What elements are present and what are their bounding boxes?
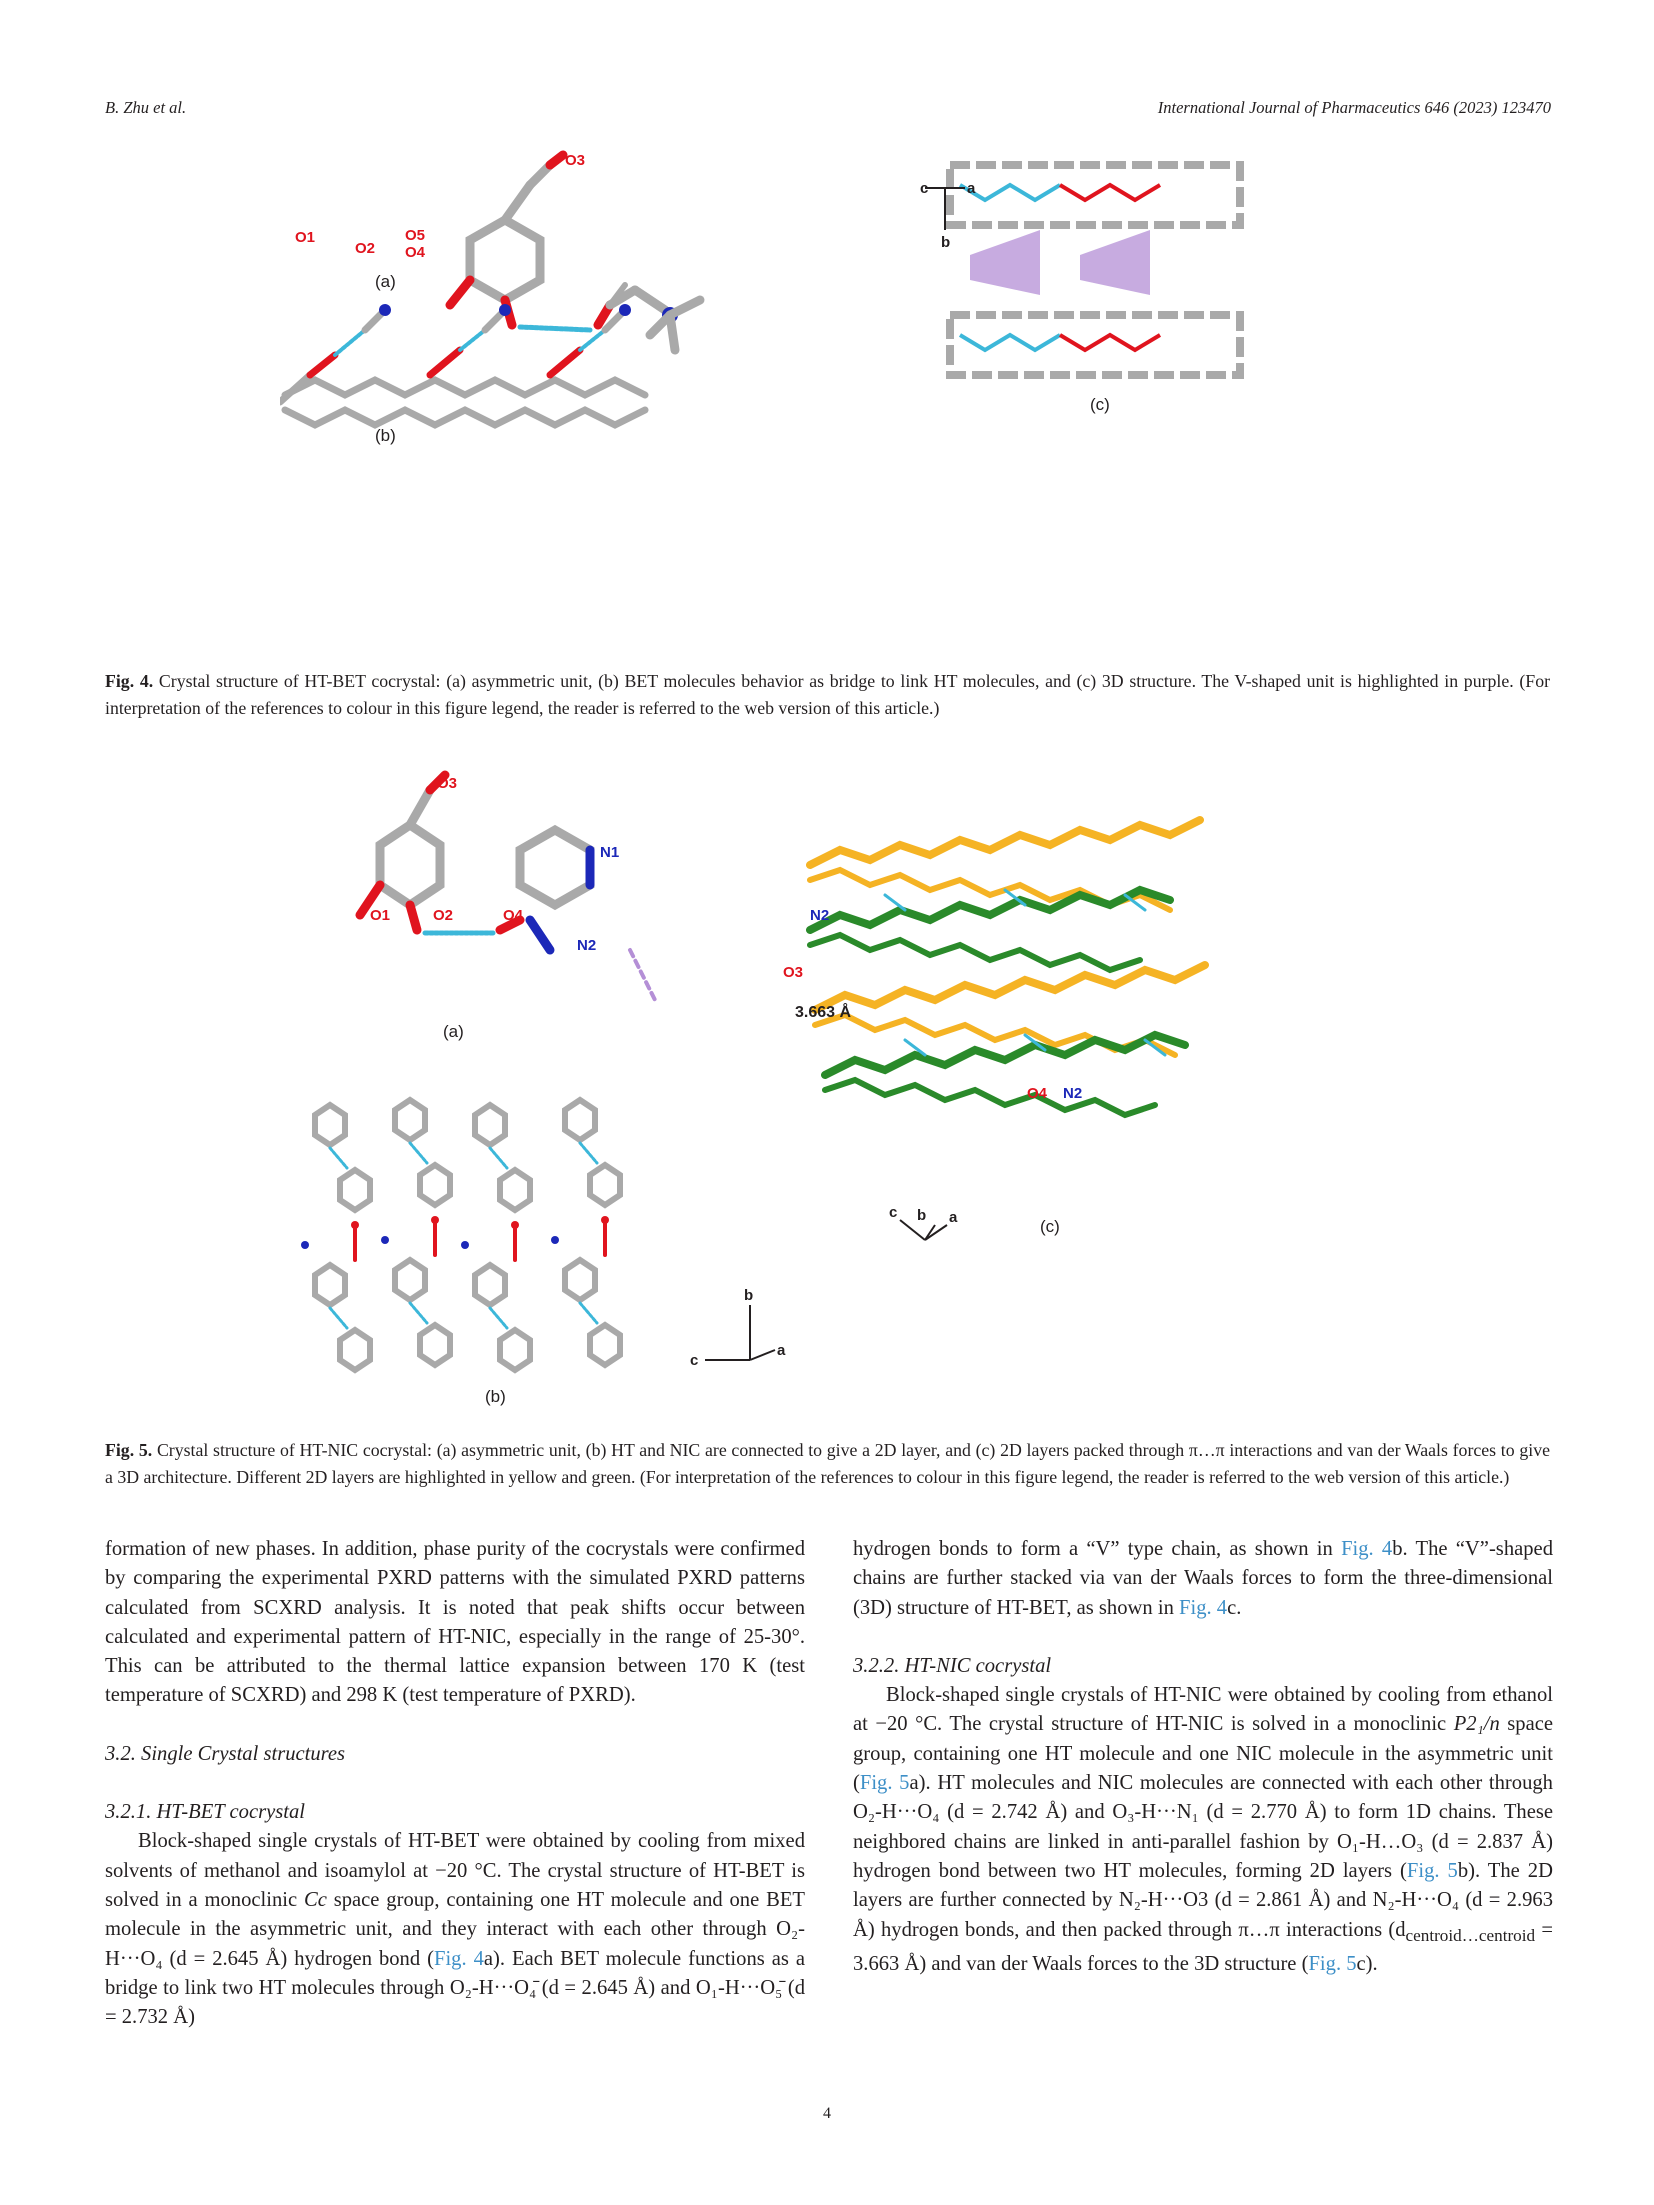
fig5-label-o4: O4 <box>503 907 524 924</box>
figure-5-caption <box>105 1437 1550 1491</box>
fig5-panel-b-layer <box>301 1100 620 1370</box>
fig5-c-label-o3: O3 <box>783 964 804 981</box>
text-run: = 3.663 Å) and van der Waals forces to the 3D structure ( <box>853 1918 1553 1975</box>
fig-5-link[interactable]: Fig. 5 <box>859 1772 910 1795</box>
fig5-panel-c-layers <box>630 820 1205 1115</box>
fig5-panel-c-label: (c) <box>1040 1217 1060 1236</box>
text-run: a). HT molecules and NIC molecules are connected with each other through O₂-H···O₄ (d = 2.742 Å) and O₃-H···N₁ (d = 2.770 Å) to form 1D chains. These neighbored chains are linked in anti-parallel fashion by O₁-H…O₃ (d = 2.837 Å) hydrogen bond between two HT molecules, forming 2D layers ( <box>853 1772 1553 1882</box>
fig4-panel-b-chain <box>280 304 645 425</box>
paragraph-pxrd: formation of new phases. In addition, phase purity of the cocrystals were confirmed by comparing the experimental PXRD patterns with the simulated PXRD patterns calculated from SCXRD analysis. It is noted that peak shifts occur between calculated and experimental pattern of HT-NIC, especially in the range of 25-30°. This can be attributed to the thermal lattice expansion between 170 K (test temperature of SCXRD) and 298 K (test temperature of PXRD). <box>105 1538 805 1707</box>
body-column-right <box>853 1535 1553 1979</box>
running-header-journal: International Journal of Pharmaceutics 646 (2023) 123470 <box>1157 98 1551 117</box>
subscript-centroid: centroid…centroid <box>1405 1925 1536 1945</box>
figure-4-caption-text: Crystal structure of HT-BET cocrystal: (a) asymmetric unit, (b) BET molecules behavior as bridge to link HT molecules, and (c) 3D structure. The V-shaped unit is highlighted in purple. (For interpretation of the references to colour in this figure legend, the reader is referred to the web version of this article.) <box>105 671 1551 718</box>
fig5-panel-b-label: (b) <box>485 1387 506 1406</box>
fig4-axis-b: b <box>941 234 951 251</box>
text-run: b). The 2D layers are further connected by N₂-H···O3 (d = 2.861 Å) and N₂-H···O₄ (d = 2.963 Å) hydrogen bonds, and then packed through π…π interactions (d <box>853 1859 1553 1941</box>
text-run: c). <box>1356 1952 1378 1975</box>
fig5-b-axis-a: a <box>777 1342 786 1359</box>
section-heading-3-2-2: 3.2.2. HT-NIC cocrystal <box>853 1654 1052 1677</box>
figure-4-caption <box>105 668 1550 722</box>
fig5-b-axis-b: b <box>744 1287 754 1304</box>
fig5-label-n1: N1 <box>600 844 620 861</box>
fig5-label-o3: O3 <box>437 775 458 792</box>
figure-5-graphic <box>285 770 1385 1410</box>
fig4-panel-a-molecule <box>450 155 700 350</box>
fig5-c-axis-b: b <box>917 1207 927 1224</box>
paragraph-ht-bet <box>105 1827 805 2032</box>
fig4-panel-a-label: (a) <box>375 272 396 291</box>
fig5-b-axes <box>705 1305 775 1360</box>
running-header-authors: B. Zhu et al. <box>105 98 187 117</box>
figure-5-caption-label: Fig. 5. <box>105 1440 153 1460</box>
paragraph-ht-nic <box>853 1681 1553 1979</box>
text-run: space group, containing one HT molecule and one NIC molecule in the asymmetric unit ( <box>853 1713 1553 1795</box>
fig4-panel-c-label: (c) <box>1090 395 1110 414</box>
fig-4-link[interactable]: Fig. 4 <box>434 1947 484 1970</box>
fig5-b-axis-c: c <box>690 1352 699 1369</box>
fig4-panel-c-packing <box>950 165 1240 375</box>
figure-4-graphic <box>280 145 1380 640</box>
text-run: Block-shaped single crystals of HT-NIC were obtained by cooling from ethanol at −20 °C. The crystal structure of HT-NIC is solved in a monoclinic <box>853 1684 1553 1736</box>
fig5-label-o2: O2 <box>433 907 454 924</box>
fig-4-link[interactable]: Fig. 4 <box>1179 1596 1228 1619</box>
space-group-p21n: P2₁/n <box>1453 1713 1500 1736</box>
section-heading-3-2-1: 3.2.1. HT-BET cocrystal <box>105 1801 306 1824</box>
fig5-c-distance: 3.663 Å <box>795 1004 852 1021</box>
fig4-label-o1: O1 <box>295 229 316 246</box>
figure-4 <box>280 145 1380 640</box>
figure-5-caption-text: Crystal structure of HT-NIC cocrystal: (a) asymmetric unit, (b) HT and NIC are connected to give a 2D layer, and (c) 2D layers packed through π…π interactions and van der Waals forces to give a 3D architecture. Different 2D layers are highlighted in yellow and green. (For interpretation of the references to colour in this figure legend, the reader is referred to the web version of this article.) <box>105 1440 1550 1487</box>
fig5-label-n2: N2 <box>577 937 597 954</box>
fig-5-link[interactable]: Fig. 5 <box>1308 1952 1357 1975</box>
page-number: 4 <box>823 2105 831 2122</box>
fig5-panel-a-molecule <box>360 775 590 950</box>
fig-4-link[interactable]: Fig. 4 <box>1341 1538 1393 1560</box>
fig5-c-label-o4: O4 <box>1027 1085 1048 1102</box>
fig5-panel-a-label: (a) <box>443 1022 464 1041</box>
section-heading-3-2: 3.2. Single Crystal structures <box>105 1742 346 1765</box>
text-run: hydrogen bonds to form a “V” type chain, as shown in <box>853 1538 1342 1560</box>
text-run: Block-shaped single crystals of HT-BET were obtained by cooling from mixed solvents of methanol and isoamylol at −20 °C. The crystal structure of HT-BET is solved in a monoclinic <box>105 1830 805 1911</box>
space-group-cc: Cc <box>303 1888 327 1911</box>
fig4-axis-c: c <box>920 180 929 197</box>
figure-5 <box>285 770 1385 1410</box>
text-run: a). Each BET molecule functions as a bridge to link two HT molecules through O₂-H···O₄̄ (d = 2.645 Å) and O₁-H···O₅̄ (d = 2.732 Å) <box>105 1947 806 2029</box>
fig4-label-o4: O4 <box>405 244 426 261</box>
fig-5-link[interactable]: Fig. 5 <box>1406 1859 1458 1882</box>
fig4-label-o3: O3 <box>565 152 586 169</box>
text-run: b. The “V”-shaped chains are further stacked via van der Waals forces to form the three-dimensional (3D) structure of HT-BET, as shown in <box>853 1538 1553 1619</box>
fig5-c-label-n2-bottom: N2 <box>1063 1085 1083 1102</box>
fig4-label-o2: O2 <box>355 240 376 257</box>
body-column-left <box>105 1535 805 2032</box>
text-run: c. <box>1227 1596 1242 1619</box>
fig4-label-o5: O5 <box>405 227 426 244</box>
text-run: space group, containing one HT molecule and one BET molecule in the asymmetric unit, and they interact with each other through O₂-H···O₄ (d = 2.645 Å) hydrogen bond ( <box>105 1888 805 1970</box>
fig4-axis-a: a <box>967 180 976 197</box>
fig5-c-axis-a: a <box>949 1209 958 1226</box>
fig5-c-axis-c: c <box>889 1204 898 1221</box>
fig4-panel-b-label: (b) <box>375 426 396 445</box>
fig5-label-o1: O1 <box>370 907 391 924</box>
figure-4-caption-label: Fig. 4. <box>105 671 154 691</box>
paragraph-v-chain <box>853 1535 1553 1623</box>
fig5-c-label-n2-top: N2 <box>810 907 830 924</box>
